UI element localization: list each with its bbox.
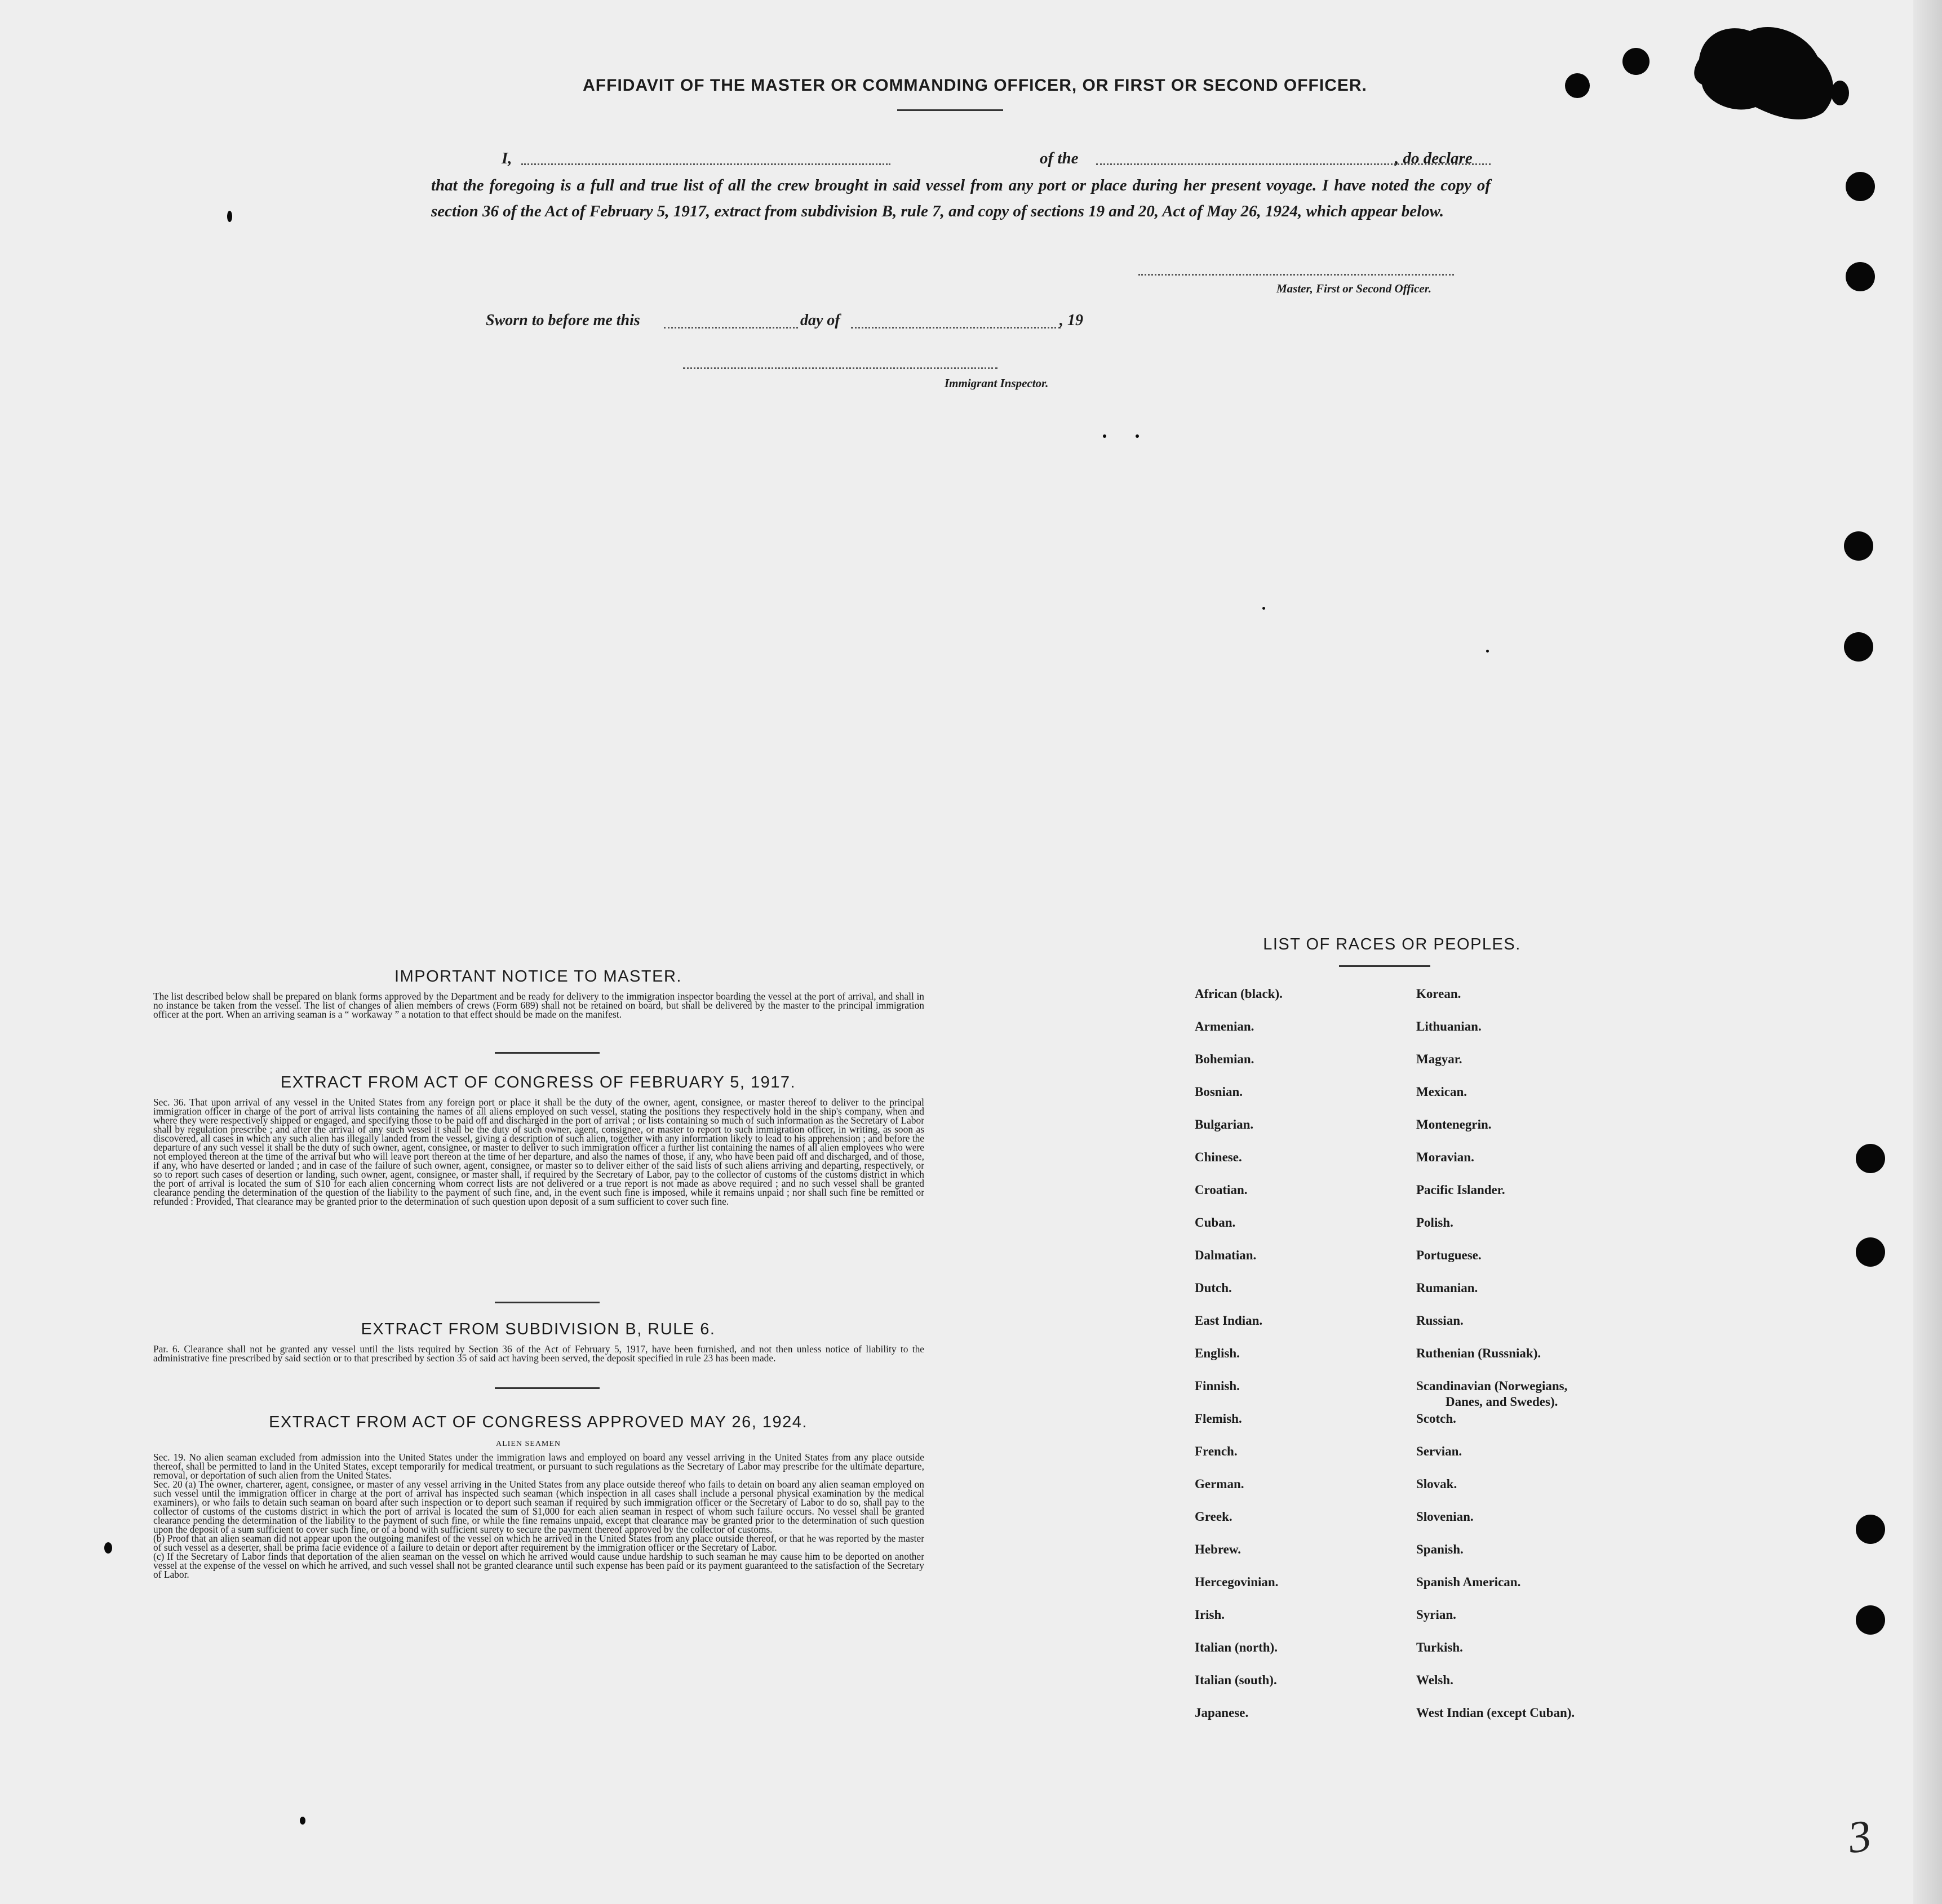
punch-hole <box>1844 531 1873 561</box>
race-item: Lithuanian. <box>1416 1019 1482 1033</box>
race-item: French. <box>1195 1444 1238 1458</box>
race-item: East Indian. <box>1195 1313 1263 1328</box>
alien-seamen-subhead: ALIEN SEAMEN <box>496 1440 561 1448</box>
race-item: Croatian. <box>1195 1183 1248 1197</box>
race-item: Korean. <box>1416 987 1461 1001</box>
race-item: Servian. <box>1416 1444 1462 1458</box>
race-item: Bohemian. <box>1195 1052 1254 1066</box>
affidavit-first-line <box>431 145 1491 171</box>
name-blank[interactable] <box>521 163 890 165</box>
extract-1917-body: Sec. 36. That upon arrival of any vessel in the United States from any foreign port or place it shall be the duty of the owner, agent, consignee, or master thereof to deliver to the principal immigration officer in charge of the port of arrival lists containing the names of all aliens employed on such vessel, stating the positions they respectively hold in the ship's company, when and where they were respectively shipped or engaged, and specifying those to be paid off and discharged in the port of arrival ; or lists containing so much of such information as the Secretary of Labor shall by regulation prescribe ; and after the arrival of any such vessel it shall be the duty of such owner, agent, consignee, or master to report to such immigration officer, in writing, as soon as discovered, all cases in which any such alien has illegally landed from the vessel, giving a description of such alien, together with any information likely to lead to his apprehension ; and before the departure of any such vessel it shall be the duty of such owner, agent, consignee, or master to deliver to such immigration officer a further list containing the names of all alien employees who were not employed thereon at the time of the arrival but who will leave port thereon at the time of her departure, and also the names of those, if any, who have been paid off and discharged, and of those, if any, who have deserted or landed ; and in case of the failure of such owner, agent, consignee, or master so to deliver either of the said lists of such aliens arriving and departing, respectively, or so to report such cases of desertion or landing, such owner, agent, consignee, or master shall, if required by the Secretary of Labor, pay to the collector of customs of the customs district in which the port of arrival is located the sum of $10 for each alien concerning whom correct lists are not delivered or a true report is not made as above required ; and no such vessel shall be granted clearance pending the determination of the question of the liability to the payment of such fine, and, in the event such fine is imposed, while it remains unpaid ; nor shall such fine be remitted or refunded : Provided, That clearance may be granted prior to the determination of such question upon deposit of a sum sufficient to cover such fine. <box>153 1097 924 1207</box>
ink-blot-icon <box>1688 17 1851 130</box>
race-item: Mexican. <box>1416 1085 1467 1099</box>
race-item: West Indian (except Cuban). <box>1416 1706 1575 1720</box>
race-item: Greek. <box>1195 1510 1232 1524</box>
inspector-signature-line[interactable] <box>683 367 997 369</box>
ink-speck <box>227 211 232 222</box>
race-item: Moravian. <box>1416 1150 1474 1164</box>
month-blank[interactable] <box>851 327 1061 329</box>
punch-hole <box>1622 48 1650 75</box>
title-underline <box>897 109 1003 111</box>
race-item: Finnish. <box>1195 1379 1240 1393</box>
race-item: Cuban. <box>1195 1215 1236 1230</box>
race-item: Hebrew. <box>1195 1542 1241 1556</box>
punch-hole <box>1856 1605 1885 1635</box>
race-item-continuation: Danes, and Swedes). <box>1446 1395 1558 1409</box>
notice-divider <box>495 1052 600 1054</box>
races-title: LIST OF RACES OR PEOPLES. <box>1263 935 1521 953</box>
race-item: English. <box>1195 1346 1240 1360</box>
master-caption: Master, First or Second Officer. <box>1276 282 1431 295</box>
sworn-label: Sworn to before me this <box>486 312 640 329</box>
affidavit-title: AFFIDAVIT OF THE MASTER OR COMMANDING OFFICER, OR FIRST OR SECOND OFFICER. <box>583 76 1367 95</box>
race-item: Bosnian. <box>1195 1085 1243 1099</box>
i-label: I, <box>502 149 512 167</box>
master-signature-line[interactable] <box>1138 274 1454 276</box>
punch-hole <box>1846 262 1875 291</box>
extract-1917-title: EXTRACT FROM ACT OF CONGRESS OF FEBRUARY 5, 1917. <box>280 1073 796 1091</box>
punch-hole <box>1565 73 1590 98</box>
day-blank[interactable] <box>664 327 798 329</box>
race-item: Japanese. <box>1195 1706 1249 1720</box>
punch-hole <box>1846 172 1875 201</box>
race-item: Russian. <box>1416 1313 1464 1328</box>
race-item: Scandinavian (Norwegians, <box>1416 1379 1568 1393</box>
race-item: Flemish. <box>1195 1412 1242 1426</box>
ink-speck <box>104 1542 112 1554</box>
race-item: Spanish. <box>1416 1542 1464 1556</box>
race-item: Magyar. <box>1416 1052 1462 1066</box>
race-item: Dutch. <box>1195 1281 1232 1295</box>
race-item: German. <box>1195 1477 1244 1491</box>
race-item: Montenegrin. <box>1416 1117 1492 1131</box>
race-item: African (black). <box>1195 987 1283 1001</box>
ink-speck <box>1262 607 1265 610</box>
page-edge-shadow <box>1913 0 1942 1904</box>
year-label: , 19 <box>1059 312 1083 329</box>
ink-speck <box>300 1817 305 1825</box>
races-underline <box>1339 965 1430 967</box>
race-item: Bulgarian. <box>1195 1117 1254 1131</box>
race-item: Dalmatian. <box>1195 1248 1257 1262</box>
inspector-caption: Immigrant Inspector. <box>945 376 1049 390</box>
of-the-label: of the <box>1040 149 1079 167</box>
race-item: Ruthenian (Russniak). <box>1416 1346 1541 1360</box>
race-item: Polish. <box>1416 1215 1453 1230</box>
subdivision-b-divider <box>495 1387 600 1389</box>
sec-20c: (c) If the Secretary of Labor finds that deportation of the alien seaman on the vessel on which he arrived would cause undue hardship to such seaman he may cause him to be deported on another vessel at the expense of the vessel on which he arrived, and such vessel shall not be granted clearance until such expense has been paid or its payment guaranteed to the satisfaction of the Secretary of Labor. <box>153 1551 924 1580</box>
race-item: Rumanian. <box>1416 1281 1478 1295</box>
ink-speck <box>1103 434 1106 438</box>
race-item: Hercegovinian. <box>1195 1575 1279 1589</box>
sec-20b: (b) Proof that an alien seaman did not appear upon the outgoing manifest of the vessel on which he arrived in the United States from any place outside thereof, or that he was reported by the master of such vessel as a deserter, shall be prima facie evidence of a failure to detain or deport after requirement by the immigration officer or the Secretary of Labor. <box>153 1533 924 1553</box>
extract-1924-body <box>153 1453 924 1579</box>
race-item: Turkish. <box>1416 1640 1463 1654</box>
ink-speck <box>1136 434 1139 438</box>
race-item: Irish. <box>1195 1608 1225 1622</box>
extract-1924-title: EXTRACT FROM ACT OF CONGRESS APPROVED MAY 26, 1924. <box>269 1413 808 1431</box>
affidavit-body: that the foregoing is a full and true list of all the crew brought in said vessel from any port or place during her present voyage. I have noted the copy of section 36 of the Act of February 5, 1917, extract from subdivision B, rule 7, and copy of sections 19 and 20, Act of May 26, 1924, which appear below. <box>431 176 1491 220</box>
race-item: Italian (north). <box>1195 1640 1278 1654</box>
race-item: Slovenian. <box>1416 1510 1474 1524</box>
punch-hole <box>1856 1515 1885 1544</box>
subdivision-b-title: EXTRACT FROM SUBDIVISION B, RULE 6. <box>361 1320 716 1338</box>
subdivision-b-body: Par. 6. Clearance shall not be granted any vessel until the lists required by Section 36 of the Act of February 5, 1917, have been furnished, and not then unless notice of liability to the administrative fine prescribed by said section or to that prescribed by section 35 of said act having been served, the deposit specified in rule 23 has been made. <box>153 1343 924 1364</box>
race-item: Welsh. <box>1416 1673 1453 1687</box>
race-item: Scotch. <box>1416 1412 1456 1426</box>
day-of-label: day of <box>800 312 840 329</box>
race-item: Portuguese. <box>1416 1248 1482 1262</box>
race-item: Pacific Islander. <box>1416 1183 1505 1197</box>
do-declare-label: , do declare <box>1395 149 1473 167</box>
race-item: Armenian. <box>1195 1019 1254 1033</box>
sec-19: Sec. 19. No alien seaman excluded from admission into the United States under the immigration laws and employed on board any vessel arriving in the United States from any place outside thereof, shall be permitted to land in the United States, except temporarily for medical treatment, or pursuant to such regulations as the Secretary of Labor may prescribe for the ultimate departure, removal, or deportation of such alien from the United States. <box>153 1452 924 1481</box>
race-item: Spanish American. <box>1416 1575 1521 1589</box>
punch-hole <box>1856 1144 1885 1173</box>
race-item: Italian (south). <box>1195 1673 1277 1687</box>
race-item: Slovak. <box>1416 1477 1457 1491</box>
notice-body: The list described below shall be prepared on blank forms approved by the Department and be ready for delivery to the immigration inspector boarding the vessel at the port of arrival, and shall in no instance be taken from the vessel. The list of changes of alien members of crews (Form 689) shall not be retained on board, but shall be delivered by the master to the principal immigration officer at the port. When an arriving seaman is a “ workaway ” a notation to that effect should be made on the manifest. <box>153 991 924 1020</box>
page-number-mark: 3 <box>1845 1810 1874 1863</box>
race-item: Chinese. <box>1195 1150 1242 1164</box>
notice-title: IMPORTANT NOTICE TO MASTER. <box>394 967 682 986</box>
punch-hole <box>1844 632 1873 662</box>
extract-1917-divider <box>495 1302 600 1303</box>
punch-hole <box>1856 1237 1885 1267</box>
sec-20a: Sec. 20 (a) The owner, charterer, agent, consignee, or master of any vessel arriving in the United States from any place outside thereof who fails to detain on board any alien seaman employed on such vessel until the immigration officer in charge at the port of arrival has inspected such seaman (which inspection in all cases shall include a personal physical examination by the medical examiners), or who fails to detain such seaman on board after such inspection or to deport such seaman if required by such immigration officer or the Secretary of Labor to do so, shall pay to the collector of customs of the customs district in which the port of arrival is located the sum of $1,000 for each alien seaman in respect of whom such failure occurs. No vessel shall be granted clearance pending the determination of the liability to the payment of such fine, or while the fine remains unpaid, except that clearance may be granted prior to the determination of such question upon the deposit of a sum sufficient to cover such fine, or of a bond with sufficient surety to secure the payment thereof approved by the collector of customs. <box>153 1479 924 1535</box>
ink-speck <box>1486 650 1489 653</box>
race-item: Syrian. <box>1416 1608 1456 1622</box>
